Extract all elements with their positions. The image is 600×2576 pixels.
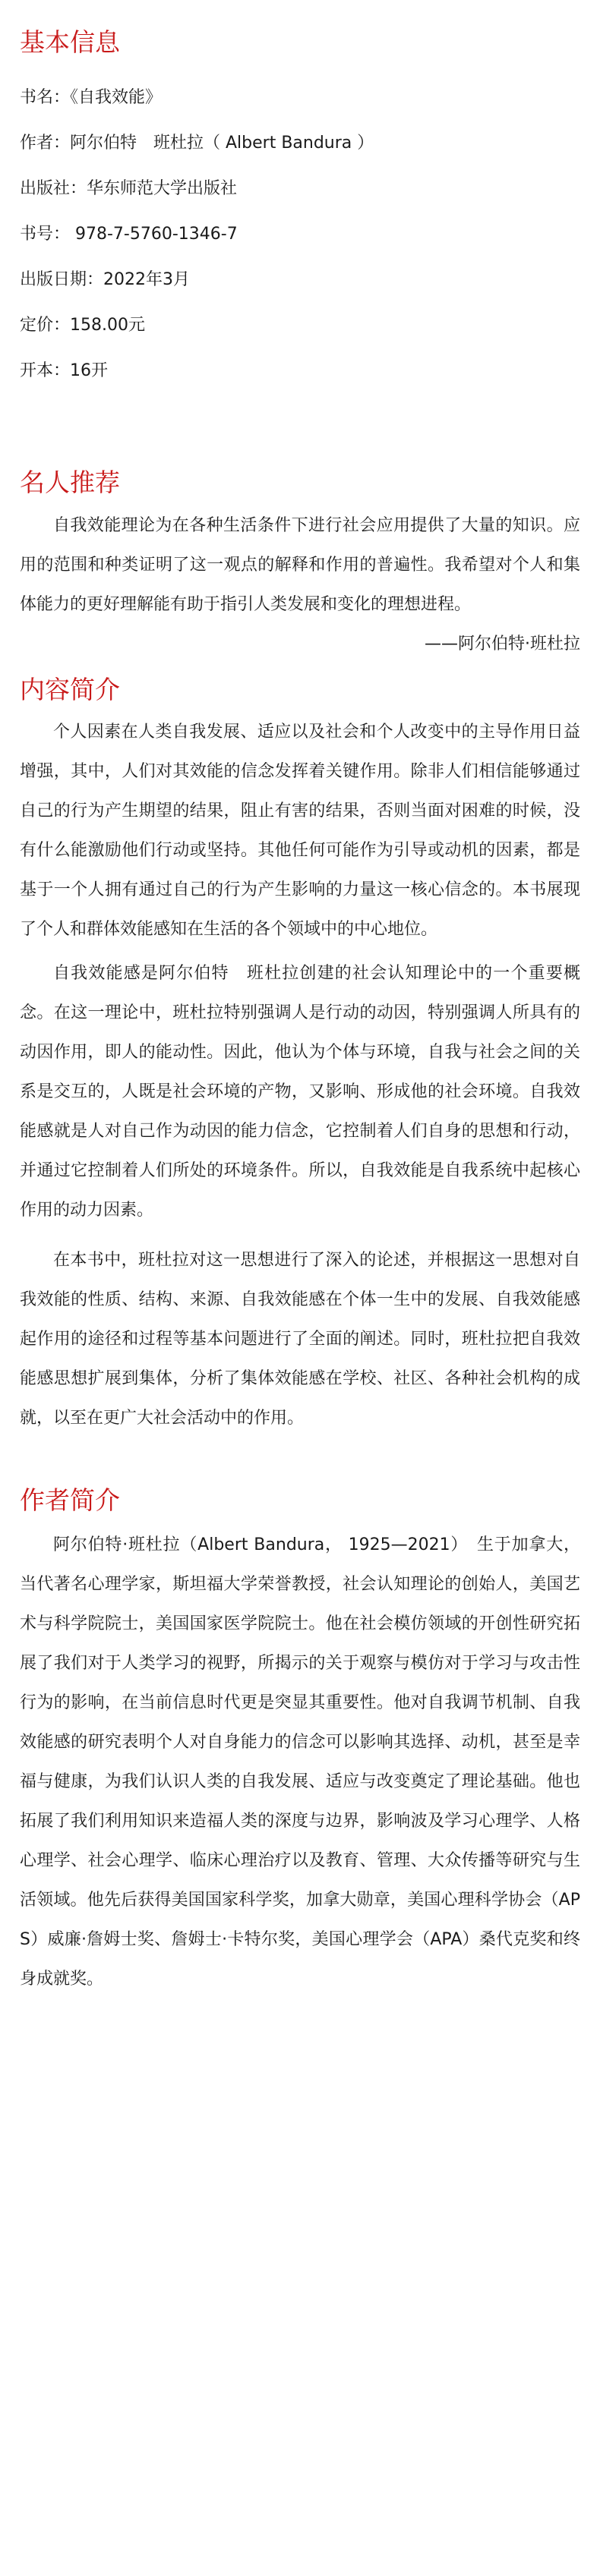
content-paragraph-3: 在本书中，班杜拉对这一思想进行了深入的论述，并根据这一思想对自我效能的性质、结构、来源、自我效能感在个体一生中的发展、自我效能感起作用的途径和过程等基本问题进行了全面的阐述。同时，班杜拉把自我效能感思想扩展到集体，分析了集体效能感在学校、社区、各种社会机构的成就，以至在更广大社会活动中的作用。 — [20, 1250, 580, 1428]
recommendation-section — [20, 468, 580, 665]
recommendation-title: 名人推荐 — [20, 467, 120, 497]
content-paragraph-1: 个人因素在人类自我发展、适应以及社会和个人改变中的主导作用日益增强，其中，人们对其效能的信念发挥着关键作用。除非人们相信能够通过自己的行为产生期望的结果，阻止有害的结果，否则当面对困难的时候，没有什么能激励他们行动或坚持。其他任何可能作为引导或动机的因素，都是基于一个人拥有通过自己的行为产生影响的力量这一核心信念的。本书展现了个人和群体效能感知在生活的各个领域中的中心地位。 — [20, 722, 580, 939]
author-section — [20, 1485, 580, 2000]
publisher-row: 出版社：华东师范大学出版社 — [20, 178, 238, 198]
isbn-row: 书号： 978-7-5760-1346-7 — [20, 224, 238, 244]
basic-info-title: 基本信息 — [20, 27, 120, 57]
author-paragraph: 阿尔伯特·班杜拉（Albert Bandura， 1925—2021） 生于加拿大，当代著名心理学家，斯坦福大学荣誉教授，社会认知理论的创始人，美国艺术与科学院院士，美国国家医学院院士。他在社会模仿领域的开创性研究拓展了我们对于人类学习的视野，所揭示的关于观察与模仿对于学习与攻击性行为的影响，在当前信息时代更是突显其重要性。他对自我调节机制、自我效能感的研究表明个人对自身能力的信念可以影响其选择、动机，甚至是幸福与健康，为我们认识人类的自我发展、适应与改变奠定了理论基础。他也拓展了我们利用知识来造福人类的深度与边界，影响波及学习心理学、人格心理学、社会心理学、临床心理治疗以及教育、管理、大众传播等研究与生活领域。他先后获得美国国家科学奖，加拿大勋章，美国心理科学协会（APS）威廉·詹姆士奖、詹姆士·卡特尔奖，美国心理学会（APA）桑代克奖和终身成就奖。 — [20, 1535, 580, 1989]
basic-info-list — [20, 86, 580, 383]
author-title: 作者简介 — [20, 1485, 120, 1515]
content-summary-section — [20, 675, 580, 1438]
format-row: 开本：16开 — [20, 361, 108, 380]
recommendation-paragraph: 自我效能理论为在各种生活条件下进行社会应用提供了大量的知识。应用的范围和种类证明了这一观点的解释和作用的普遍性。我希望对个人和集体能力的更好理解能有助于指引人类发展和变化的理想进程。 — [20, 516, 580, 615]
publish-date-row: 出版日期：2022年3月 — [20, 269, 190, 289]
price-row: 定价：158.00元 — [20, 315, 145, 335]
author-row: 作者：阿尔伯特 班杜拉（ Albert Bandura ） — [20, 133, 374, 153]
content-paragraph-2: 自我效能感是阿尔伯特 班杜拉创建的社会认知理论中的一个重要概念。在这一理论中，班杜拉特别强调人是行动的动因，特别强调人所具有的动因作用，即人的能动性。因此，他认为个体与环境，自我与社会之间的关系是交互的，人既是社会环境的产物，又影响、形成他的社会环境。自我效能感就是人对自己作为动因的能力信念，它控制着人们自身的思想和行动，并通过它控制着人们所处的环境条件。所以，自我效能是自我系统中起核心作用的动力因素。 — [20, 963, 580, 1220]
basic-info-section — [20, 0, 580, 383]
book-title-row: 书名：《自我效能》 — [20, 87, 163, 107]
content-summary-title: 内容简介 — [20, 675, 120, 705]
recommendation-signature: ——阿尔伯特·班杜拉 — [425, 635, 580, 654]
